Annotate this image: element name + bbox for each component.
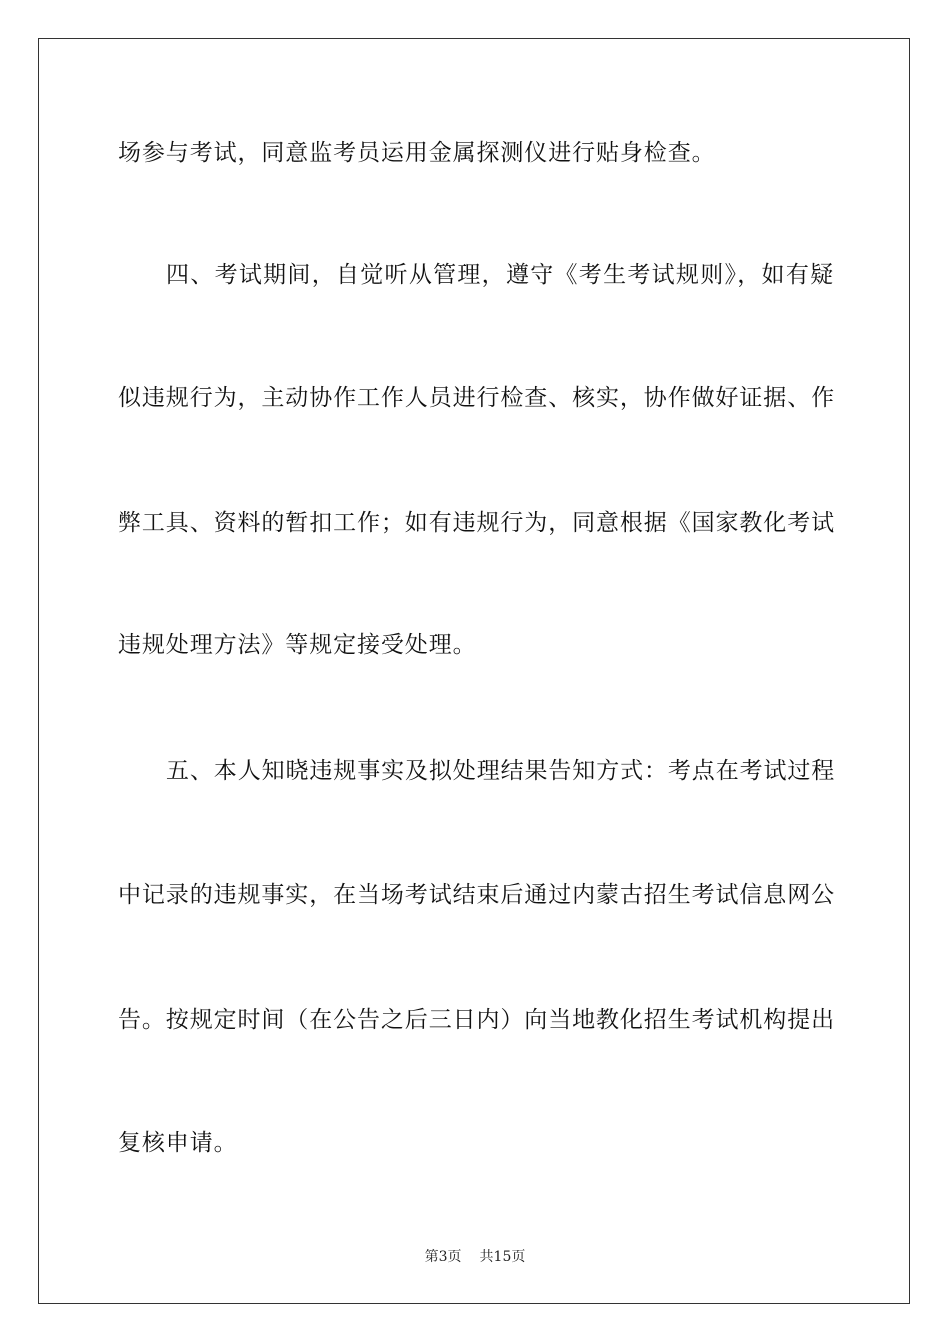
- page-footer: [0, 1248, 950, 1266]
- body-text-line: 场参与考试，同意监考员运用金属探测仪进行贴身检查。: [118, 140, 716, 166]
- page-number: 第3页: [424, 1249, 462, 1265]
- page-total: 共15页: [479, 1249, 526, 1265]
- body-text-line: 四、考试期间，自觉听从管理，遵守《考生考试规则》，如有疑: [166, 262, 834, 288]
- body-text-line: 似违规行为，主动协作工作人员进行检查、核实，协作做好证据、作: [118, 385, 835, 411]
- body-text-line: 五、本人知晓违规事实及拟处理结果告知方式：考点在考试过程: [166, 758, 836, 784]
- body-text-line: 告。按规定时间（在公告之后三日内）向当地教化招生考试机构提出: [118, 1007, 835, 1033]
- page-border: [38, 38, 910, 1304]
- body-text-line: 弊工具、资料的暂扣工作；如有违规行为，同意根据《国家教化考试: [118, 510, 835, 536]
- body-text-line: 中记录的违规事实，在当场考试结束后通过内蒙古招生考试信息网公: [118, 882, 835, 908]
- body-text-line: 违规处理方法》等规定接受处理。: [118, 632, 477, 658]
- body-text-line: 复核申请。: [118, 1130, 238, 1156]
